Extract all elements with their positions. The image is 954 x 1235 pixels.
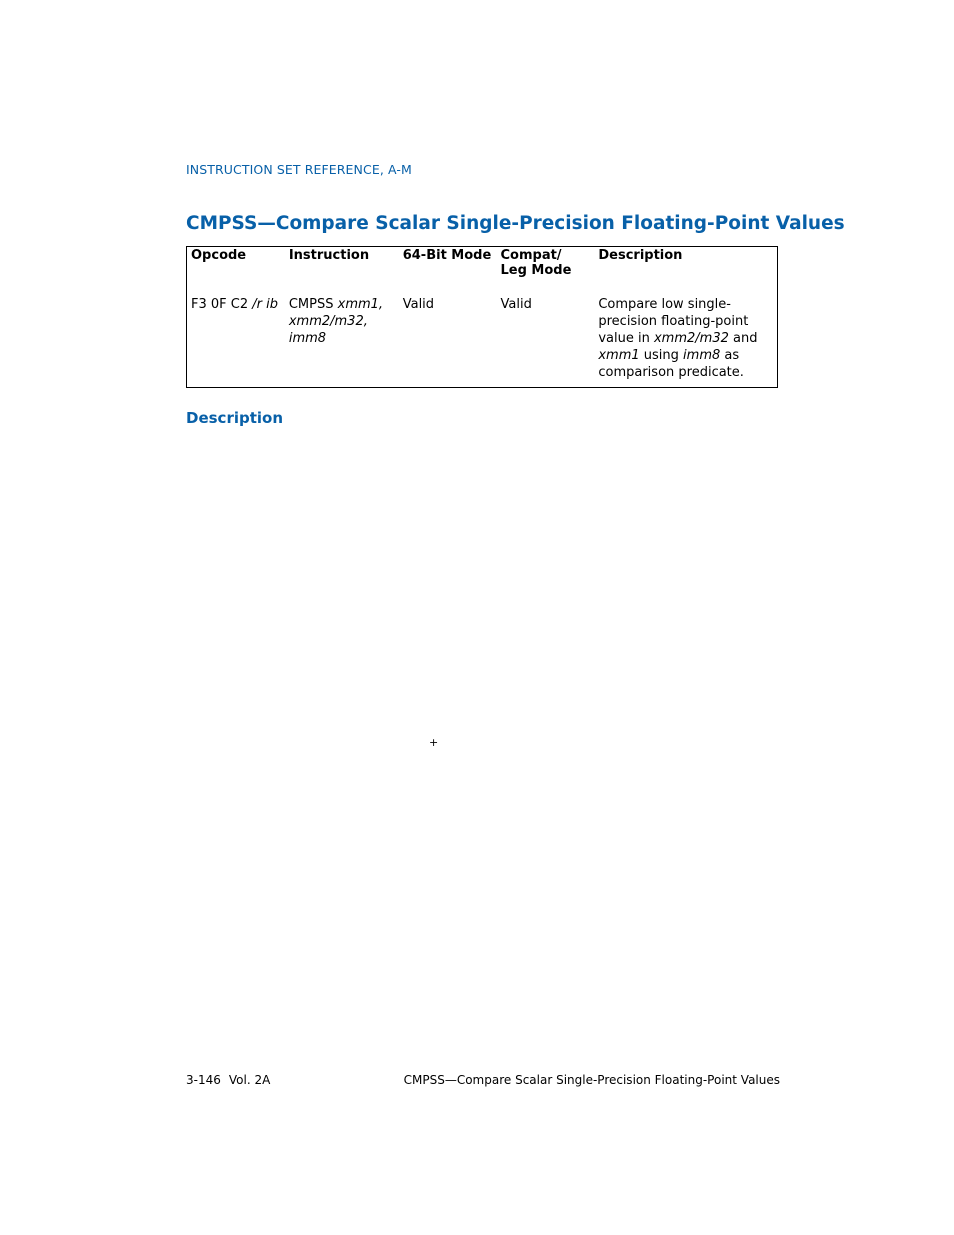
section-title: CMPSS—Compare Scalar Single-Precision Floating-Point Values (186, 213, 845, 234)
header-compat-line1: Compat/ (500, 248, 562, 263)
opcode-table (186, 246, 778, 388)
running-header: INSTRUCTION SET REFERENCE, A-M (186, 162, 412, 177)
cell-instruction (285, 292, 399, 388)
instr-mnemonic: CMPSS (288, 297, 338, 312)
desc-operand-2: xmm1 (598, 348, 640, 363)
header-compat-leg-mode (497, 247, 595, 293)
header-64bit-mode: 64-Bit Mode (402, 248, 492, 263)
desc-text-1: Compare low single-precision floating-point value in (598, 297, 749, 346)
cell-64bit-mode: Valid (402, 297, 435, 312)
desc-text-4: as comparison predicate. (598, 348, 744, 380)
footer-title: CMPSS—Compare Scalar Single-Precision Floating-Point Values (403, 1073, 780, 1087)
cell-compat-leg-mode: Valid (500, 297, 532, 312)
header-compat-line2: Leg Mode (500, 263, 572, 278)
desc-operand-1: xmm2/m32 (653, 331, 729, 346)
header-description: Description (598, 248, 683, 263)
instr-operand-1: xmm1, (337, 297, 384, 312)
header-instruction: Instruction (288, 248, 370, 263)
volume-label: Vol. 2A (228, 1073, 271, 1087)
header-opcode: Opcode (191, 248, 247, 263)
table-row (187, 292, 778, 388)
desc-text-3: using (639, 348, 684, 363)
instr-operand-3: imm8 (288, 331, 327, 346)
footer-left (186, 1073, 270, 1087)
page-number: 3-146 (186, 1073, 221, 1087)
opcode-italic: /r ib (252, 297, 278, 312)
cell-opcode (187, 292, 285, 388)
desc-text-2: and (728, 331, 758, 346)
table-header-row (187, 247, 778, 293)
desc-operand-3: imm8 (683, 348, 721, 363)
plus-mark: + (429, 736, 439, 749)
cell-description (594, 292, 777, 388)
opcode-plain: F3 0F C2 (191, 297, 253, 312)
instr-operand-2: xmm2/m32, (288, 314, 368, 329)
description-heading: Description (186, 409, 284, 427)
